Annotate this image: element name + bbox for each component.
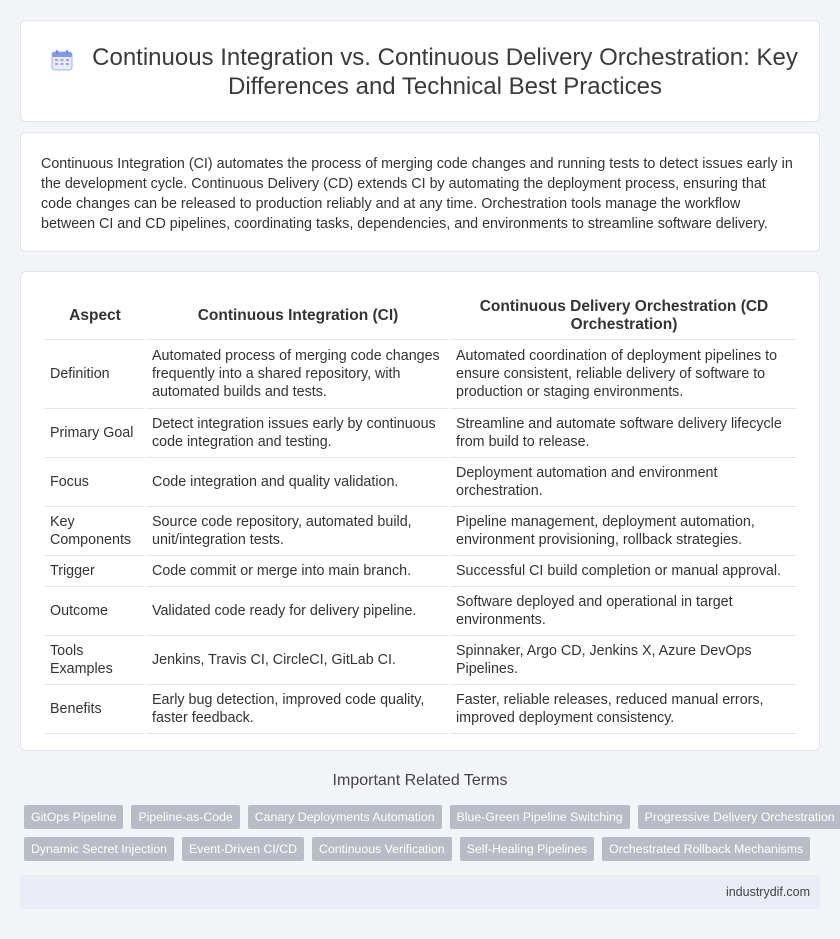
row-ci: Detect integration issues early by continuous code integration and testing. (147, 409, 449, 458)
row-cd: Spinnaker, Argo CD, Jenkins X, Azure DevOps Pipelines. (451, 636, 797, 685)
table-row (45, 685, 797, 734)
tag-canary-deployments[interactable]: Canary Deployments Automation (248, 805, 442, 829)
row-cd: Automated coordination of deployment pipelines to ensure consistent, reliable delivery of software to production or staging environments. (451, 340, 797, 409)
table-row (45, 507, 797, 556)
footer-bar (20, 875, 820, 909)
table-row (45, 340, 797, 409)
header-aspect: Aspect (45, 296, 145, 340)
row-aspect: Trigger (45, 556, 145, 587)
row-cd: Software deployed and operational in target environments. (451, 587, 797, 636)
row-aspect: Focus (45, 458, 145, 507)
row-ci: Jenkins, Travis CI, CircleCI, GitLab CI. (147, 636, 449, 685)
tag-pipeline-as-code[interactable]: Pipeline-as-Code (131, 805, 239, 829)
header-card (20, 20, 820, 122)
table-header-row (45, 296, 797, 340)
tag-row (24, 805, 835, 829)
table-row (45, 556, 797, 587)
tag-blue-green[interactable]: Blue-Green Pipeline Switching (450, 805, 630, 829)
row-aspect: Definition (45, 340, 145, 409)
row-ci: Source code repository, automated build, unit/integration tests. (147, 507, 449, 556)
row-aspect: Benefits (45, 685, 145, 734)
page-title: Continuous Integration vs. Continuous Delivery Orchestration: Key Differences and Technical Best Practices (92, 44, 798, 100)
row-aspect: Key Components (45, 507, 145, 556)
row-ci: Automated process of merging code changes frequently into a shared repository, with automated builds and tests. (147, 340, 449, 409)
header-cd: Continuous Delivery Orchestration (CD Orchestration) (451, 296, 797, 340)
related-terms-title: Important Related Terms (332, 772, 508, 789)
footer-site-link[interactable]: industrydif.com (725, 885, 810, 899)
row-aspect: Tools Examples (45, 636, 145, 685)
row-aspect: Outcome (45, 587, 145, 636)
intro-card (20, 132, 820, 252)
intro-paragraph: Continuous Integration (CI) automates the process of merging code changes and running tests to detect issues early in the development cycle. Continuous Delivery (CD) extends CI by automating the deployment process, ensuring that code changes can be released to production reliably and at any time. Orchestration tools manage the workflow between CI and CD pipelines, coordinating tasks, dependencies, and environments to streamline software delivery. (41, 156, 793, 232)
row-cd: Deployment automation and environment orchestration. (451, 458, 797, 507)
comparison-table (43, 296, 799, 734)
tag-event-driven[interactable]: Event-Driven CI/CD (182, 837, 304, 861)
related-terms-tags (24, 805, 835, 869)
tag-continuous-verification[interactable]: Continuous Verification (312, 837, 452, 861)
tag-orchestrated-rollback[interactable]: Orchestrated Rollback Mechanisms (602, 837, 810, 861)
row-ci: Validated code ready for delivery pipeline. (147, 587, 449, 636)
tag-progressive-delivery[interactable]: Progressive Delivery Orchestration (638, 805, 840, 829)
tag-self-healing[interactable]: Self-Healing Pipelines (460, 837, 594, 861)
row-ci: Code integration and quality validation. (147, 458, 449, 507)
header-ci: Continuous Integration (CI) (147, 296, 449, 340)
row-cd: Streamline and automate software delivery lifecycle from build to release. (451, 409, 797, 458)
table-row (45, 587, 797, 636)
table-row (45, 458, 797, 507)
row-ci: Early bug detection, improved code quality, faster feedback. (147, 685, 449, 734)
table-row (45, 409, 797, 458)
table-row (45, 636, 797, 685)
tag-dynamic-secret[interactable]: Dynamic Secret Injection (24, 837, 174, 861)
tag-row (24, 837, 820, 861)
comparison-card (20, 271, 820, 751)
row-ci: Code commit or merge into main branch. (147, 556, 449, 587)
row-cd: Successful CI build completion or manual approval. (451, 556, 797, 587)
row-cd: Faster, reliable releases, reduced manual errors, improved deployment consistency. (451, 685, 797, 734)
row-cd: Pipeline management, deployment automation, environment provisioning, rollback strategies. (451, 507, 797, 556)
row-aspect: Primary Goal (45, 409, 145, 458)
tag-gitops-pipeline[interactable]: GitOps Pipeline (24, 805, 123, 829)
